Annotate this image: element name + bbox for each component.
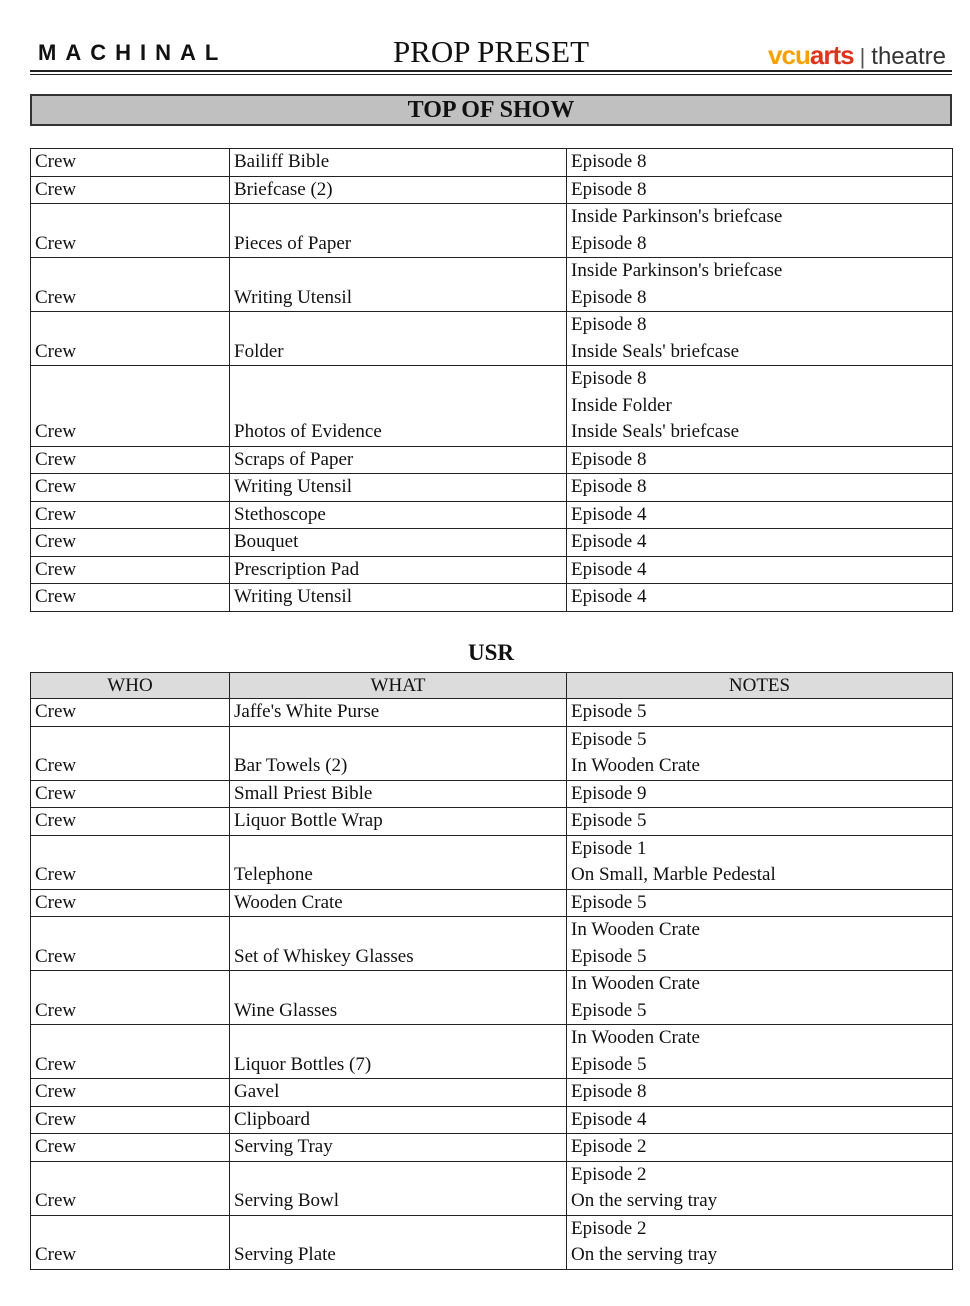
table-row bbox=[31, 699, 953, 727]
cell-who: Crew bbox=[31, 889, 230, 917]
table-row bbox=[31, 917, 953, 971]
cell-who: Crew bbox=[31, 529, 230, 557]
note-line: Episode 5 bbox=[571, 999, 647, 1021]
cell-notes bbox=[567, 312, 953, 366]
table-row bbox=[31, 149, 953, 177]
cell-notes bbox=[567, 446, 953, 474]
table-row bbox=[31, 366, 953, 447]
note-line: Inside Seals' briefcase bbox=[571, 421, 740, 442]
cell-who: Crew bbox=[31, 1079, 230, 1107]
show-title: MACHINAL bbox=[38, 40, 228, 65]
cell-notes bbox=[567, 699, 953, 727]
cell-what: Bar Towels (2) bbox=[230, 726, 567, 780]
note-line: Episode 4 bbox=[571, 531, 647, 552]
note-line: Episode 8 bbox=[571, 368, 647, 389]
cell-notes bbox=[567, 889, 953, 917]
cell-who: Crew bbox=[31, 780, 230, 808]
cell-who: Crew bbox=[31, 1161, 230, 1215]
cell-notes bbox=[567, 780, 953, 808]
table-row bbox=[31, 446, 953, 474]
note-line: Episode 8 bbox=[571, 151, 647, 172]
column-header-notes: NOTES bbox=[567, 673, 953, 699]
cell-what: Bouquet bbox=[230, 529, 567, 557]
cell-who: Crew bbox=[31, 501, 230, 529]
note-line: Episode 9 bbox=[571, 782, 647, 804]
note-line: Episode 8 bbox=[571, 1081, 647, 1102]
note-line: Episode 8 bbox=[571, 314, 647, 335]
table-row bbox=[31, 1134, 953, 1162]
cell-notes bbox=[567, 474, 953, 502]
note-line: Episode 1 bbox=[571, 837, 647, 859]
table-row bbox=[31, 971, 953, 1025]
note-line: In Wooden Crate bbox=[571, 919, 700, 940]
cell-who: Crew bbox=[31, 917, 230, 971]
table-row bbox=[31, 808, 953, 836]
note-line: Episode 8 bbox=[571, 232, 647, 254]
cell-who: Crew bbox=[31, 1215, 230, 1269]
cell-what: Serving Bowl bbox=[230, 1161, 567, 1215]
table-row bbox=[31, 1161, 953, 1215]
cell-notes bbox=[567, 917, 953, 971]
note-line: Episode 5 bbox=[571, 701, 647, 722]
cell-what: Wooden Crate bbox=[230, 889, 567, 917]
cell-notes bbox=[567, 176, 953, 204]
header-rule bbox=[30, 70, 952, 72]
table-row bbox=[31, 889, 953, 917]
table-row bbox=[31, 258, 953, 312]
note-line: Episode 5 bbox=[571, 945, 647, 967]
cell-who: Crew bbox=[31, 971, 230, 1025]
cell-notes bbox=[567, 1134, 953, 1162]
cell-what: Pieces of Paper bbox=[230, 204, 567, 258]
table-row bbox=[31, 176, 953, 204]
cell-who: Crew bbox=[31, 699, 230, 727]
cell-what: Bailiff Bible bbox=[230, 149, 567, 177]
cell-who: Crew bbox=[31, 149, 230, 177]
note-line: In Wooden Crate bbox=[571, 1027, 700, 1048]
cell-notes bbox=[567, 1079, 953, 1107]
note-line: Episode 2 bbox=[571, 1136, 647, 1157]
cell-notes bbox=[567, 808, 953, 836]
note-line: Episode 8 bbox=[571, 448, 647, 470]
document-title: PROP PRESET bbox=[392, 34, 590, 69]
table-row bbox=[31, 584, 953, 612]
cell-who: Crew bbox=[31, 808, 230, 836]
note-line: Episode 5 bbox=[571, 728, 647, 750]
column-header-what: WHAT bbox=[230, 673, 567, 699]
cell-notes bbox=[567, 584, 953, 612]
cell-what: Folder bbox=[230, 312, 567, 366]
table-row bbox=[31, 1025, 953, 1079]
note-line: In Wooden Crate bbox=[571, 755, 700, 776]
logo-theatre: theatre bbox=[871, 43, 946, 70]
cell-who: Crew bbox=[31, 1106, 230, 1134]
cell-notes bbox=[567, 204, 953, 258]
column-header-who: WHO bbox=[31, 673, 230, 699]
table-row bbox=[31, 1106, 953, 1134]
section-heading-usr: USR bbox=[467, 640, 514, 665]
note-line: Inside Folder bbox=[571, 394, 672, 416]
cell-what: Serving Plate bbox=[230, 1215, 567, 1269]
note-line: Episode 5 bbox=[571, 1053, 647, 1075]
note-line: Episode 8 bbox=[571, 476, 647, 497]
note-line: Episode 4 bbox=[571, 503, 647, 525]
cell-who: Crew bbox=[31, 204, 230, 258]
note-line: Episode 4 bbox=[571, 558, 647, 580]
cell-who: Crew bbox=[31, 835, 230, 889]
note-line: On Small, Marble Pedestal bbox=[571, 864, 776, 885]
cell-notes bbox=[567, 556, 953, 584]
note-line: Episode 8 bbox=[571, 178, 647, 200]
table-row bbox=[31, 312, 953, 366]
cell-who: Crew bbox=[31, 556, 230, 584]
cell-what: Serving Tray bbox=[230, 1134, 567, 1162]
cell-who: Crew bbox=[31, 726, 230, 780]
cell-notes bbox=[567, 1215, 953, 1269]
note-line: Episode 2 bbox=[571, 1163, 647, 1185]
cell-notes bbox=[567, 726, 953, 780]
table-row bbox=[31, 556, 953, 584]
cell-who: Crew bbox=[31, 446, 230, 474]
note-line: Episode 5 bbox=[571, 891, 647, 913]
cell-notes bbox=[567, 366, 953, 447]
note-line: On the serving tray bbox=[571, 1190, 718, 1211]
cell-who: Crew bbox=[31, 258, 230, 312]
cell-who: Crew bbox=[31, 176, 230, 204]
table-row bbox=[31, 1215, 953, 1269]
section-banner-top-of-show: TOP OF SHOW bbox=[30, 94, 952, 126]
cell-notes bbox=[567, 835, 953, 889]
logo-arts: arts bbox=[809, 40, 854, 70]
cell-what: Liquor Bottle Wrap bbox=[230, 808, 567, 836]
note-line: Episode 5 bbox=[571, 810, 647, 831]
cell-what: Small Priest Bible bbox=[230, 780, 567, 808]
cell-what: Jaffe's White Purse bbox=[230, 699, 567, 727]
cell-notes bbox=[567, 501, 953, 529]
cell-who: Crew bbox=[31, 584, 230, 612]
cell-what: Wine Glasses bbox=[230, 971, 567, 1025]
cell-what: Briefcase (2) bbox=[230, 176, 567, 204]
page-header bbox=[30, 30, 952, 70]
note-line: Episode 4 bbox=[571, 586, 647, 607]
cell-who: Crew bbox=[31, 1025, 230, 1079]
cell-who: Crew bbox=[31, 1134, 230, 1162]
cell-what: Telephone bbox=[230, 835, 567, 889]
vcuarts-theatre-logo bbox=[768, 40, 946, 71]
cell-what: Liquor Bottles (7) bbox=[230, 1025, 567, 1079]
logo-vcu: vcu bbox=[768, 40, 810, 70]
cell-what: Clipboard bbox=[230, 1106, 567, 1134]
usr-table bbox=[30, 672, 953, 1270]
top-of-show-table bbox=[30, 148, 953, 612]
cell-what: Set of Whiskey Glasses bbox=[230, 917, 567, 971]
cell-what: Gavel bbox=[230, 1079, 567, 1107]
cell-notes bbox=[567, 149, 953, 177]
cell-who: Crew bbox=[31, 366, 230, 447]
table-row bbox=[31, 780, 953, 808]
header-rule-thin bbox=[30, 74, 952, 75]
note-line: Inside Seals' briefcase bbox=[571, 340, 740, 362]
cell-what: Stethoscope bbox=[230, 501, 567, 529]
cell-notes bbox=[567, 529, 953, 557]
cell-what: Scraps of Paper bbox=[230, 446, 567, 474]
table-row bbox=[31, 529, 953, 557]
cell-notes bbox=[567, 1025, 953, 1079]
table-row bbox=[31, 835, 953, 889]
note-line: On the serving tray bbox=[571, 1244, 718, 1265]
table-row bbox=[31, 204, 953, 258]
logo-separator: | bbox=[859, 44, 866, 69]
note-line: Episode 8 bbox=[571, 286, 647, 308]
cell-what: Writing Utensil bbox=[230, 584, 567, 612]
note-line: Inside Parkinson's briefcase bbox=[571, 260, 783, 281]
cell-notes bbox=[567, 1106, 953, 1134]
cell-notes bbox=[567, 971, 953, 1025]
cell-what: Writing Utensil bbox=[230, 258, 567, 312]
note-line: Episode 2 bbox=[571, 1217, 647, 1239]
note-line: In Wooden Crate bbox=[571, 973, 700, 994]
table-row bbox=[31, 726, 953, 780]
cell-who: Crew bbox=[31, 312, 230, 366]
note-line: Episode 4 bbox=[571, 1108, 647, 1130]
note-line: Inside Parkinson's briefcase bbox=[571, 206, 783, 227]
table-row bbox=[31, 1079, 953, 1107]
table-row bbox=[31, 501, 953, 529]
cell-notes bbox=[567, 258, 953, 312]
cell-what: Prescription Pad bbox=[230, 556, 567, 584]
table-header-row bbox=[31, 673, 953, 699]
cell-who: Crew bbox=[31, 474, 230, 502]
cell-notes bbox=[567, 1161, 953, 1215]
table-row bbox=[31, 474, 953, 502]
cell-what: Photos of Evidence bbox=[230, 366, 567, 447]
cell-what: Writing Utensil bbox=[230, 474, 567, 502]
